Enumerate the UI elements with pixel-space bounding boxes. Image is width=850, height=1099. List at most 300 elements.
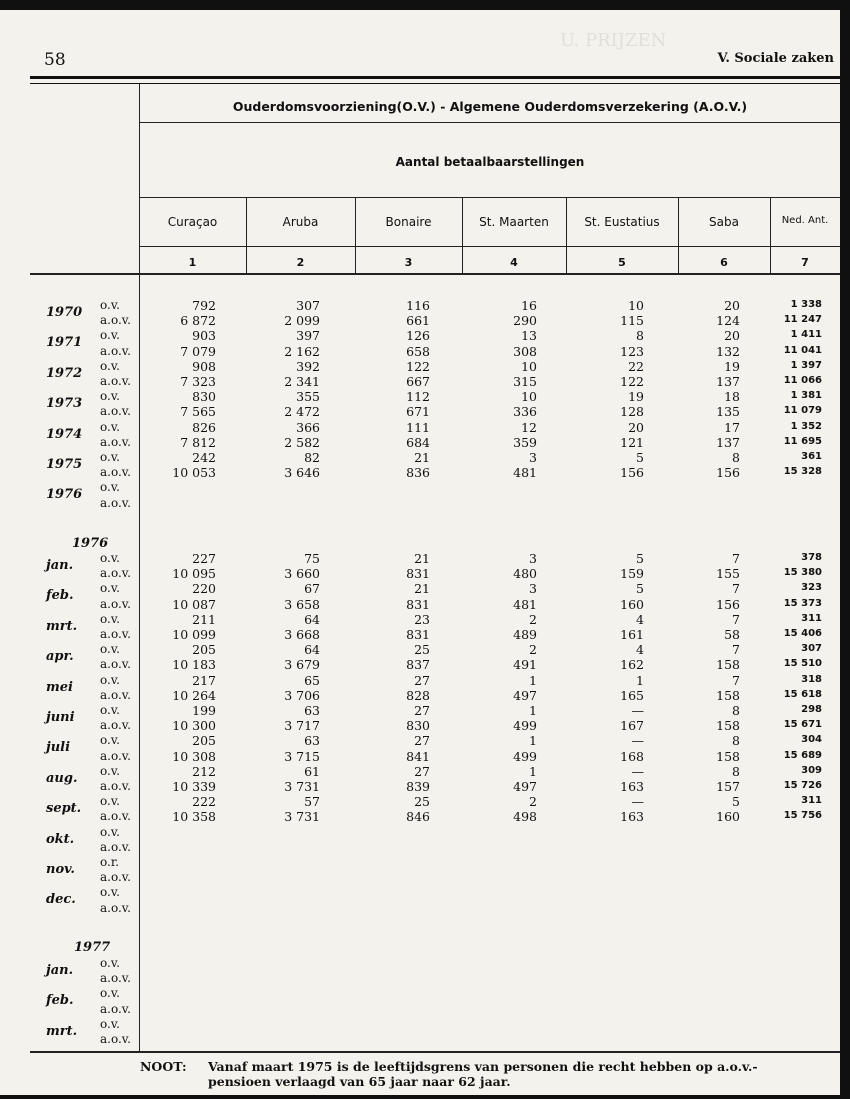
table-cell: 298 bbox=[801, 704, 822, 715]
table-cell: 3 717 bbox=[284, 718, 320, 733]
table-cell: 135 bbox=[716, 404, 740, 419]
aov-label: a.o.v. bbox=[100, 404, 131, 418]
aov-label: a.o.v. bbox=[100, 435, 131, 449]
column-header: St. Eustatius bbox=[584, 215, 660, 229]
table-cell: 21 bbox=[414, 581, 430, 596]
table-cell: 309 bbox=[801, 765, 822, 776]
ov-label: o.v. bbox=[100, 389, 120, 403]
table-cell: 3 646 bbox=[284, 465, 320, 480]
table-cell: 7 bbox=[732, 673, 740, 688]
table-cell: 7 bbox=[732, 642, 740, 657]
table-cell: 661 bbox=[406, 313, 430, 328]
table-cell: 1 338 bbox=[790, 299, 822, 310]
table-cell: 15 406 bbox=[783, 628, 822, 639]
ov-label: o.v. bbox=[100, 733, 120, 747]
table-cell: 159 bbox=[620, 566, 644, 581]
ov-label: o.v. bbox=[100, 673, 120, 687]
table-cell: 481 bbox=[513, 465, 537, 480]
table-cell: 18 bbox=[724, 389, 740, 404]
table-cell: 1 bbox=[529, 703, 537, 718]
column-number: 4 bbox=[510, 256, 518, 269]
table-cell: 163 bbox=[620, 809, 644, 824]
year-label: 1975 bbox=[46, 457, 83, 472]
table-cell: 1 bbox=[529, 764, 537, 779]
aov-label: a.o.v. bbox=[100, 374, 131, 388]
year-label: 1974 bbox=[46, 427, 83, 442]
table-cell: 4 bbox=[636, 612, 644, 627]
table-cell: 124 bbox=[716, 313, 740, 328]
table-cell: 2 341 bbox=[284, 374, 320, 389]
table-cell: 7 bbox=[732, 612, 740, 627]
aov-label: a.o.v. bbox=[100, 627, 131, 641]
table-cell: 161 bbox=[620, 627, 644, 642]
year-label: 1973 bbox=[46, 396, 83, 411]
table-cell: 3 731 bbox=[284, 809, 320, 824]
table-cell: 2 472 bbox=[284, 404, 320, 419]
table-cell: — bbox=[631, 794, 644, 809]
table-cell: 491 bbox=[513, 657, 537, 672]
table-cell: 205 bbox=[192, 733, 216, 748]
table-cell: 1 bbox=[529, 733, 537, 748]
table-cell: 5 bbox=[636, 450, 644, 465]
month-label: jan. bbox=[46, 963, 74, 978]
month-label: apr. bbox=[46, 649, 74, 664]
table-cell: 17 bbox=[724, 420, 740, 435]
table-cell: 211 bbox=[192, 612, 216, 627]
table-cell: 25 bbox=[414, 642, 430, 657]
table-cell: 497 bbox=[513, 779, 537, 794]
table-cell: 3 658 bbox=[284, 597, 320, 612]
table-cell: 16 bbox=[521, 298, 537, 313]
ov-label: o.v. bbox=[100, 764, 120, 778]
table-cell: 15 328 bbox=[783, 466, 822, 477]
ov-label: o.v. bbox=[100, 298, 120, 312]
table-cell: 122 bbox=[620, 374, 644, 389]
table-cell: 828 bbox=[406, 688, 430, 703]
table-cell: 21 bbox=[414, 551, 430, 566]
table-cell: 831 bbox=[406, 566, 430, 581]
chapter-title: V. Sociale zaken bbox=[717, 51, 834, 66]
table-cell: 826 bbox=[192, 420, 216, 435]
table-cell: 10 bbox=[628, 298, 644, 313]
table-cell: 5 bbox=[636, 581, 644, 596]
table-cell: 836 bbox=[406, 465, 430, 480]
bleed-through-text: U. PRIJZEN bbox=[560, 30, 667, 51]
column-number: 6 bbox=[720, 256, 728, 269]
table-cell: 157 bbox=[716, 779, 740, 794]
aov-label: a.o.v. bbox=[100, 1002, 131, 1016]
table-cell: 137 bbox=[716, 374, 740, 389]
table-cell: 15 380 bbox=[783, 567, 822, 578]
table-cell: 1 352 bbox=[790, 421, 822, 432]
table-cell: 116 bbox=[406, 298, 430, 313]
column-header: Ned. Ant. bbox=[781, 215, 829, 226]
table-cell: 165 bbox=[620, 688, 644, 703]
table-cell: 684 bbox=[406, 435, 430, 450]
table-cell: 15 726 bbox=[783, 780, 822, 791]
table-cell: 167 bbox=[620, 718, 644, 733]
table-cell: 480 bbox=[513, 566, 537, 581]
top-rule bbox=[30, 76, 840, 79]
table-cell: 361 bbox=[801, 451, 822, 462]
table-cell: 3 668 bbox=[284, 627, 320, 642]
column-number: 2 bbox=[296, 256, 305, 269]
table-cell: 205 bbox=[192, 642, 216, 657]
table-cell: 23 bbox=[414, 612, 430, 627]
table-cell: 667 bbox=[406, 374, 430, 389]
table-cell: 57 bbox=[304, 794, 320, 809]
table-cell: 217 bbox=[192, 673, 216, 688]
column-number: 3 bbox=[404, 256, 413, 269]
ov-label: o.v. bbox=[100, 1017, 120, 1031]
table-cell: 792 bbox=[192, 298, 216, 313]
table-cell: 15 671 bbox=[783, 719, 822, 730]
month-label: feb. bbox=[46, 588, 74, 603]
table-cell: 1 381 bbox=[790, 390, 822, 401]
table-cell: 10 183 bbox=[172, 657, 216, 672]
table-cell: 27 bbox=[414, 673, 430, 688]
aov-label: a.o.v. bbox=[100, 313, 131, 327]
aov-label: a.o.v. bbox=[100, 344, 131, 358]
table-cell: 355 bbox=[296, 389, 320, 404]
month-label: okt. bbox=[46, 832, 75, 847]
document-page bbox=[0, 10, 840, 1095]
aov-label: a.o.v. bbox=[100, 901, 131, 915]
table-cell: 121 bbox=[620, 435, 644, 450]
table-cell: 2 099 bbox=[284, 313, 320, 328]
table-cell: 7 812 bbox=[180, 435, 216, 450]
table-cell: 908 bbox=[192, 359, 216, 374]
table-cell: 20 bbox=[724, 298, 740, 313]
table-cell: 308 bbox=[513, 344, 537, 359]
table-cell: 3 bbox=[529, 551, 537, 566]
column-header: Aruba bbox=[282, 215, 319, 229]
table-cell: 4 bbox=[636, 642, 644, 657]
table-cell: 158 bbox=[716, 718, 740, 733]
table-cell: 7 565 bbox=[180, 404, 216, 419]
table-cell: 10 099 bbox=[172, 627, 216, 642]
table-cell: 7 bbox=[732, 581, 740, 596]
table-cell: 15 756 bbox=[783, 810, 822, 821]
ov-label: o.v. bbox=[100, 328, 120, 342]
table-title: Ouderdomsvoorziening(O.V.) - Algemene Ouderdomsverzekering (A.O.V.) bbox=[232, 99, 748, 114]
table-cell: 336 bbox=[513, 404, 537, 419]
table-cell: 58 bbox=[724, 627, 740, 642]
aov-label: a.o.v. bbox=[100, 465, 131, 479]
table-cell: 137 bbox=[716, 435, 740, 450]
table-cell: 359 bbox=[513, 435, 537, 450]
table-cell: 489 bbox=[513, 627, 537, 642]
table-cell: 158 bbox=[716, 657, 740, 672]
table-cell: 27 bbox=[414, 764, 430, 779]
table-cell: 162 bbox=[620, 657, 644, 672]
table-cell: 19 bbox=[628, 389, 644, 404]
aov-label: a.o.v. bbox=[100, 840, 131, 854]
month-label: juli bbox=[46, 740, 71, 755]
table-cell: 499 bbox=[513, 718, 537, 733]
table-cell: 20 bbox=[724, 328, 740, 343]
table-cell: 7 079 bbox=[180, 344, 216, 359]
aov-label: a.o.v. bbox=[100, 809, 131, 823]
table-cell: 5 bbox=[732, 794, 740, 809]
table-cell: 75 bbox=[304, 551, 320, 566]
table-cell: 2 bbox=[529, 794, 537, 809]
table-cell: 2 bbox=[529, 642, 537, 657]
table-cell: 903 bbox=[192, 328, 216, 343]
header-divider bbox=[139, 246, 840, 247]
table-cell: 199 bbox=[192, 703, 216, 718]
table-cell: 156 bbox=[716, 597, 740, 612]
table-cell: 122 bbox=[406, 359, 430, 374]
ov-label: o.v. bbox=[100, 825, 120, 839]
month-label: sept. bbox=[46, 801, 82, 816]
table-cell: 11 695 bbox=[783, 436, 822, 447]
table-cell: 10 339 bbox=[172, 779, 216, 794]
table-cell: 15 510 bbox=[783, 658, 822, 669]
table-cell: 67 bbox=[304, 581, 320, 596]
table-cell: 65 bbox=[304, 673, 320, 688]
table-cell: 160 bbox=[716, 809, 740, 824]
table-cell: 132 bbox=[716, 344, 740, 359]
top-rule-thin bbox=[30, 83, 840, 84]
table-cell: 497 bbox=[513, 688, 537, 703]
ov-label: o.v. bbox=[100, 450, 120, 464]
aov-label: a.o.v. bbox=[100, 597, 131, 611]
table-cell: 8 bbox=[732, 733, 740, 748]
table-cell: 15 689 bbox=[783, 750, 822, 761]
table-cell: 158 bbox=[716, 688, 740, 703]
column-header: Curaçao bbox=[167, 215, 218, 229]
table-cell: 27 bbox=[414, 733, 430, 748]
ov-label: o.v. bbox=[100, 642, 120, 656]
table-cell: 10 264 bbox=[172, 688, 216, 703]
table-cell: 3 731 bbox=[284, 779, 320, 794]
table-cell: 10 bbox=[521, 389, 537, 404]
ov-label: o.v. bbox=[100, 551, 120, 565]
table-cell: 10 300 bbox=[172, 718, 216, 733]
table-cell: 6 872 bbox=[180, 313, 216, 328]
table-cell: 227 bbox=[192, 551, 216, 566]
aov-label: a.o.v. bbox=[100, 870, 131, 884]
table-cell: 82 bbox=[304, 450, 320, 465]
table-cell: 397 bbox=[296, 328, 320, 343]
note-label: NOOT: bbox=[140, 1059, 187, 1074]
header-bottom-rule bbox=[30, 273, 840, 275]
table-cell: 12 bbox=[521, 420, 537, 435]
table-cell: 11 079 bbox=[783, 405, 822, 416]
table-cell: 19 bbox=[724, 359, 740, 374]
table-subtitle: Aantal betaalbaarstellingen bbox=[395, 155, 585, 169]
aov-label: a.o.v. bbox=[100, 749, 131, 763]
table-cell: — bbox=[631, 764, 644, 779]
table-cell: 64 bbox=[304, 612, 320, 627]
table-cell: 307 bbox=[801, 643, 822, 654]
table-cell: 115 bbox=[620, 313, 644, 328]
ov-label: o.v. bbox=[100, 703, 120, 717]
table-cell: 837 bbox=[406, 657, 430, 672]
table-cell: 25 bbox=[414, 794, 430, 809]
aov-label: a.o.v. bbox=[100, 657, 131, 671]
month-label: juni bbox=[46, 710, 75, 725]
table-cell: 10 bbox=[521, 359, 537, 374]
table-cell: 27 bbox=[414, 703, 430, 718]
table-cell: 61 bbox=[304, 764, 320, 779]
ov-label: o.v. bbox=[100, 359, 120, 373]
table-cell: 8 bbox=[732, 764, 740, 779]
table-cell: 13 bbox=[521, 328, 537, 343]
table-cell: 378 bbox=[801, 552, 822, 563]
column-number: 7 bbox=[801, 256, 809, 269]
table-cell: 831 bbox=[406, 597, 430, 612]
ov-label: o.v. bbox=[100, 885, 120, 899]
table-cell: 830 bbox=[406, 718, 430, 733]
table-cell: 3 706 bbox=[284, 688, 320, 703]
table-cell: 2 bbox=[529, 612, 537, 627]
month-label: jan. bbox=[46, 558, 74, 573]
table-cell: 22 bbox=[628, 359, 644, 374]
table-cell: 21 bbox=[414, 450, 430, 465]
table-cell: 2 582 bbox=[284, 435, 320, 450]
ov-label: o.v. bbox=[100, 581, 120, 595]
ov-label: o.v. bbox=[100, 612, 120, 626]
year-heading-1976: 1976 bbox=[72, 536, 109, 551]
table-cell: 163 bbox=[620, 779, 644, 794]
year-heading-1977: 1977 bbox=[74, 940, 111, 955]
column-header: St. Maarten bbox=[479, 215, 549, 229]
table-cell: 156 bbox=[620, 465, 644, 480]
table-cell: 311 bbox=[801, 613, 822, 624]
ov-label: o.v. bbox=[100, 986, 120, 1000]
title-divider bbox=[139, 122, 840, 123]
table-cell: 126 bbox=[406, 328, 430, 343]
table-cell: 1 397 bbox=[790, 360, 822, 371]
table-cell: 168 bbox=[620, 749, 644, 764]
ov-label: o.v. bbox=[100, 480, 120, 494]
column-number: 5 bbox=[618, 256, 626, 269]
table-cell: 156 bbox=[716, 465, 740, 480]
table-cell: 499 bbox=[513, 749, 537, 764]
table-cell: 3 bbox=[529, 581, 537, 596]
month-label: mrt. bbox=[46, 619, 78, 634]
month-label: feb. bbox=[46, 993, 74, 1008]
aov-label: a.o.v. bbox=[100, 1032, 131, 1046]
aov-label: a.o.v. bbox=[100, 566, 131, 580]
table-cell: 3 660 bbox=[284, 566, 320, 581]
table-cell: 392 bbox=[296, 359, 320, 374]
note-text: Vanaf maart 1975 is de leeftijdsgrens van personen die recht hebben op a.o.v.-pensioen verlaagd van 65 jaar naar 62 jaar. bbox=[208, 1059, 758, 1089]
table-cell: 304 bbox=[801, 734, 822, 745]
table-cell: 671 bbox=[406, 404, 430, 419]
table-cell: 841 bbox=[406, 749, 430, 764]
ov-label: o.v. bbox=[100, 420, 120, 434]
table-cell: 481 bbox=[513, 597, 537, 612]
table-cell: 3 715 bbox=[284, 749, 320, 764]
aov-label: a.o.v. bbox=[100, 779, 131, 793]
table-cell: 155 bbox=[716, 566, 740, 581]
table-cell: 1 bbox=[529, 673, 537, 688]
month-label: nov. bbox=[46, 862, 75, 877]
table-cell: 11 066 bbox=[783, 375, 822, 386]
table-cell: 63 bbox=[304, 733, 320, 748]
ov-label: o.v. bbox=[100, 956, 120, 970]
table-cell: 20 bbox=[628, 420, 644, 435]
table-cell: 839 bbox=[406, 779, 430, 794]
ov-label: o.r. bbox=[100, 855, 120, 869]
month-label: aug. bbox=[46, 771, 78, 786]
table-cell: 315 bbox=[513, 374, 537, 389]
month-label: dec. bbox=[46, 892, 76, 907]
table-bottom-rule bbox=[30, 1051, 840, 1053]
table-cell: 8 bbox=[732, 450, 740, 465]
table-cell: 160 bbox=[620, 597, 644, 612]
table-cell: 10 053 bbox=[172, 465, 216, 480]
table-cell: 212 bbox=[192, 764, 216, 779]
table-cell: 11 247 bbox=[783, 314, 822, 325]
table-cell: 2 162 bbox=[284, 344, 320, 359]
month-label: mrt. bbox=[46, 1024, 78, 1039]
aov-label: a.o.v. bbox=[100, 971, 131, 985]
table-cell: 830 bbox=[192, 389, 216, 404]
table-cell: 10 308 bbox=[172, 749, 216, 764]
table-cell: 220 bbox=[192, 581, 216, 596]
table-cell: — bbox=[631, 703, 644, 718]
column-header: Bonaire bbox=[385, 215, 432, 229]
table-cell: 311 bbox=[801, 795, 822, 806]
table-cell: 323 bbox=[801, 582, 822, 593]
table-cell: 1 411 bbox=[790, 329, 822, 340]
table-cell: 222 bbox=[192, 794, 216, 809]
table-cell: 290 bbox=[513, 313, 537, 328]
table-cell: 318 bbox=[801, 674, 822, 685]
table-cell: 3 679 bbox=[284, 657, 320, 672]
year-label: 1972 bbox=[46, 366, 83, 381]
page-number: 58 bbox=[44, 50, 66, 70]
table-cell: 64 bbox=[304, 642, 320, 657]
table-cell: 10 095 bbox=[172, 566, 216, 581]
table-cell: 15 618 bbox=[783, 689, 822, 700]
year-label: 1976 bbox=[46, 487, 83, 502]
table-cell: 128 bbox=[620, 404, 644, 419]
table-cell: 831 bbox=[406, 627, 430, 642]
table-cell: 658 bbox=[406, 344, 430, 359]
table-cell: 112 bbox=[406, 389, 430, 404]
table-cell: 111 bbox=[406, 420, 430, 435]
table-cell: 7 323 bbox=[180, 374, 216, 389]
table-cell: 8 bbox=[732, 703, 740, 718]
table-cell: — bbox=[631, 733, 644, 748]
table-cell: 5 bbox=[636, 551, 644, 566]
table-cell: 8 bbox=[636, 328, 644, 343]
aov-label: a.o.v. bbox=[100, 718, 131, 732]
table-cell: 158 bbox=[716, 749, 740, 764]
aov-label: a.o.v. bbox=[100, 688, 131, 702]
year-label: 1970 bbox=[46, 305, 83, 320]
table-cell: 498 bbox=[513, 809, 537, 824]
table-cell: 846 bbox=[406, 809, 430, 824]
table-cell: 15 373 bbox=[783, 598, 822, 609]
table-cell: 307 bbox=[296, 298, 320, 313]
aov-label: a.o.v. bbox=[100, 496, 131, 510]
table-cell: 3 bbox=[529, 450, 537, 465]
table-cell: 10 087 bbox=[172, 597, 216, 612]
table-cell: 366 bbox=[296, 420, 320, 435]
table-cell: 1 bbox=[636, 673, 644, 688]
column-header: Saba bbox=[709, 215, 739, 229]
subtitle-divider bbox=[139, 197, 840, 198]
table-cell: 10 358 bbox=[172, 809, 216, 824]
column-number: 1 bbox=[188, 256, 197, 269]
year-label: 1971 bbox=[46, 335, 83, 350]
